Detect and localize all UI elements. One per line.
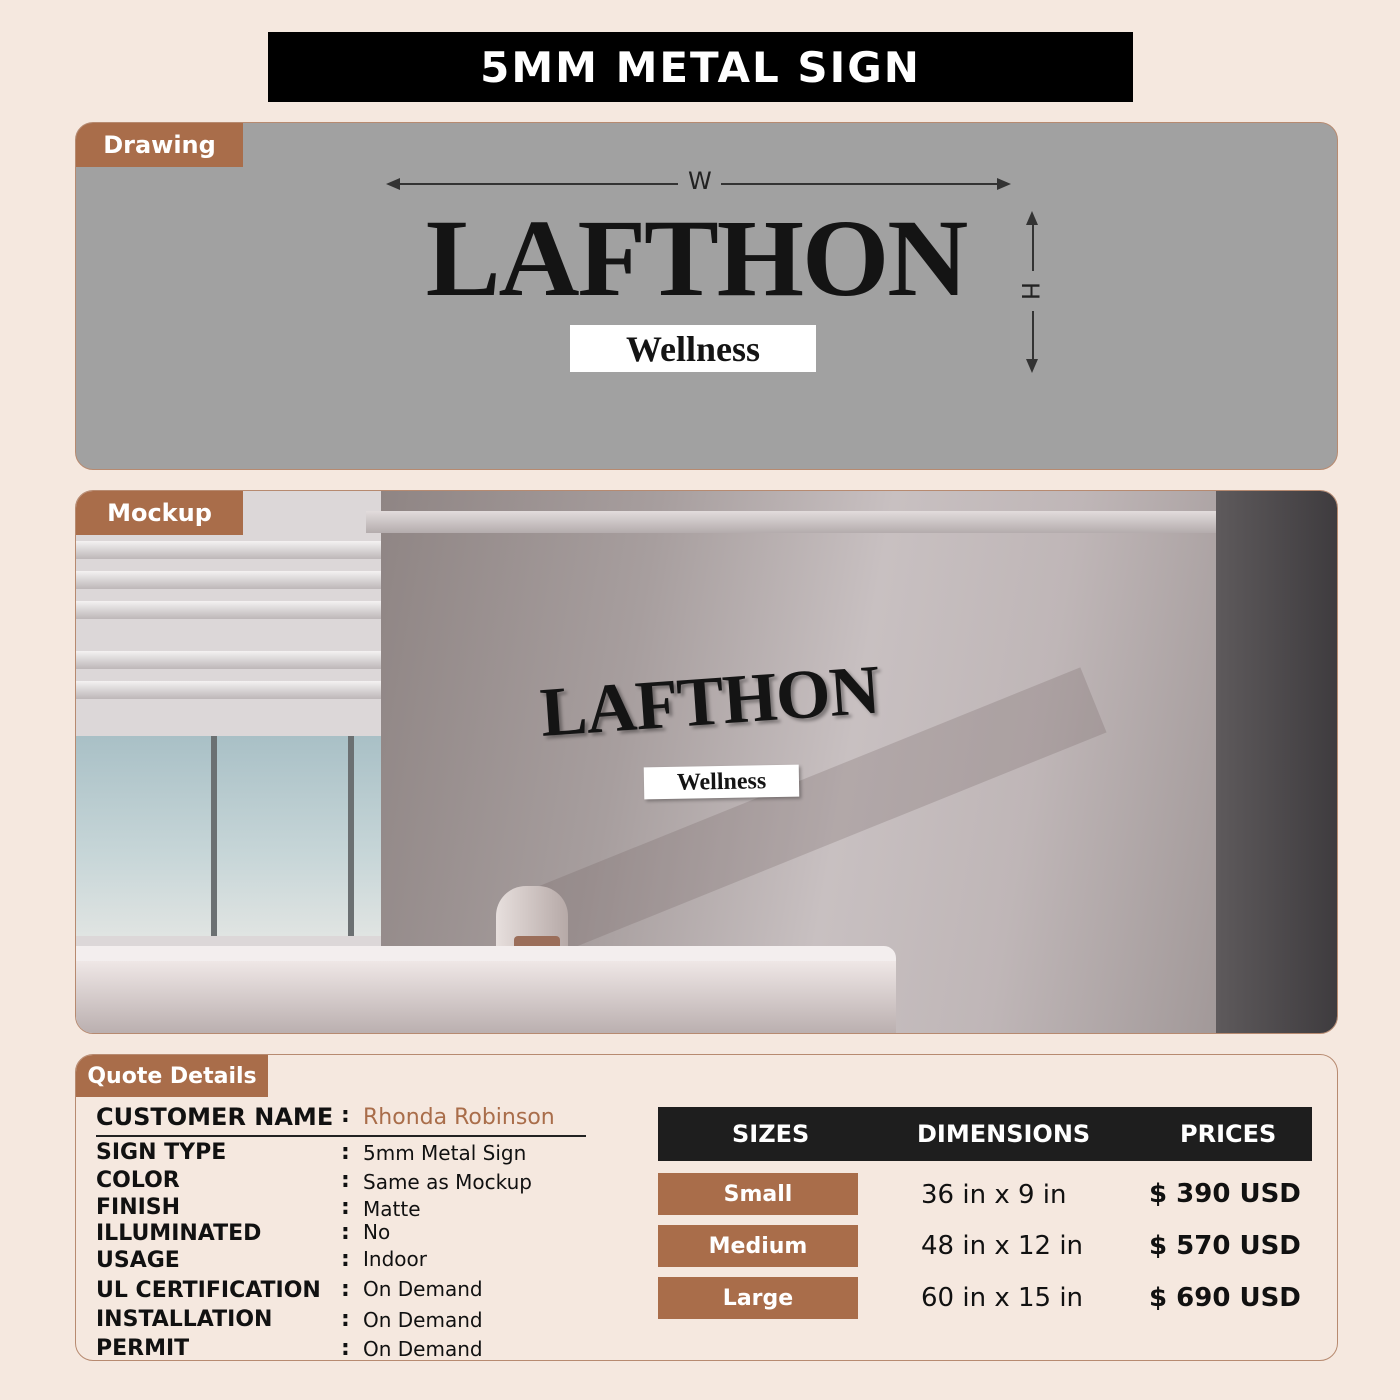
field-value-finish: Matte — [363, 1197, 421, 1221]
header-dimensions: DIMENSIONS — [917, 1120, 1091, 1148]
field-value-usage: Indoor — [363, 1247, 427, 1271]
field-value-ul-certification: On Demand — [363, 1277, 483, 1301]
ceiling-trim — [366, 511, 1216, 533]
height-dimension — [1016, 211, 1045, 373]
height-line-bottom — [1032, 311, 1034, 363]
width-line-left — [396, 183, 678, 185]
price-medium: $ 570 USD — [1149, 1231, 1301, 1261]
field-label-permit: PERMIT — [96, 1336, 190, 1361]
field-value-sign-type: 5mm Metal Sign — [363, 1141, 527, 1165]
field-value-customer-name: Rhonda Robinson — [363, 1105, 555, 1130]
field-colon: : — [341, 1195, 350, 1220]
quote-tab: Quote Details — [76, 1055, 268, 1097]
customer-name-underline — [96, 1135, 586, 1137]
window-mullion — [348, 736, 354, 936]
price-table-header — [658, 1107, 1312, 1161]
blind-slat — [76, 681, 381, 699]
field-colon: : — [341, 1140, 350, 1165]
dimension-small: 36 in x 9 in — [921, 1180, 1067, 1210]
dimension-large: 60 in x 15 in — [921, 1283, 1084, 1313]
field-colon: : — [341, 1336, 350, 1361]
field-colon: : — [341, 1277, 350, 1302]
mockup-sign-main: LAFTHON — [537, 651, 882, 752]
field-colon: : — [341, 1307, 350, 1332]
sign-main-text: LAFTHON — [425, 197, 967, 319]
field-value-color: Same as Mockup — [363, 1170, 532, 1194]
mockup-panel — [75, 490, 1338, 1034]
mockup-desk — [76, 961, 896, 1034]
field-colon: : — [341, 1220, 350, 1245]
field-colon: : — [341, 1247, 350, 1272]
blind-slat — [76, 601, 381, 619]
price-small: $ 390 USD — [1149, 1179, 1301, 1209]
sign-sub-text: Wellness — [570, 325, 816, 372]
drawing-panel — [75, 122, 1338, 470]
quote-panel — [75, 1054, 1338, 1361]
size-button-large[interactable]: Large — [658, 1277, 858, 1319]
mockup-window — [76, 736, 381, 936]
field-label-finish: FINISH — [96, 1195, 181, 1220]
field-label-illuminated: ILLUMINATED — [96, 1221, 262, 1246]
field-value-installation: On Demand — [363, 1308, 483, 1332]
header-prices: PRICES — [1180, 1120, 1277, 1148]
width-label: W — [688, 167, 712, 195]
blind-slat — [76, 571, 381, 589]
page-title: 5MM METAL SIGN — [268, 32, 1133, 102]
width-line-right — [721, 183, 1001, 185]
field-value-illuminated: No — [363, 1220, 391, 1244]
height-line-top — [1032, 221, 1034, 271]
blind-slat — [76, 651, 381, 669]
field-label-color: COLOR — [96, 1168, 180, 1193]
width-dimension — [386, 167, 1011, 195]
size-button-small[interactable]: Small — [658, 1173, 858, 1215]
price-large: $ 690 USD — [1149, 1283, 1301, 1313]
field-label-customer-name: CUSTOMER NAME — [96, 1103, 334, 1131]
field-colon: : — [341, 1103, 350, 1128]
blind-slat — [76, 541, 381, 559]
mockup-sign-sub: Wellness — [644, 765, 800, 800]
mockup-side-wall — [1216, 491, 1338, 1034]
drawing-tab: Drawing — [76, 123, 243, 167]
mockup-tab: Mockup — [76, 491, 243, 535]
header-sizes: SIZES — [732, 1120, 810, 1148]
field-label-usage: USAGE — [96, 1248, 180, 1273]
field-label-ul-certification: UL CERTIFICATION — [96, 1278, 321, 1303]
dimension-medium: 48 in x 12 in — [921, 1231, 1084, 1261]
height-label: H — [1016, 281, 1045, 301]
window-mullion — [211, 736, 217, 936]
field-label-sign-type: SIGN TYPE — [96, 1140, 227, 1165]
field-label-installation: INSTALLATION — [96, 1307, 273, 1332]
arrow-right-icon — [997, 178, 1011, 190]
field-value-permit: On Demand — [363, 1337, 483, 1361]
arrow-down-icon — [1026, 359, 1038, 373]
size-button-medium[interactable]: Medium — [658, 1225, 858, 1267]
field-colon: : — [341, 1168, 350, 1193]
